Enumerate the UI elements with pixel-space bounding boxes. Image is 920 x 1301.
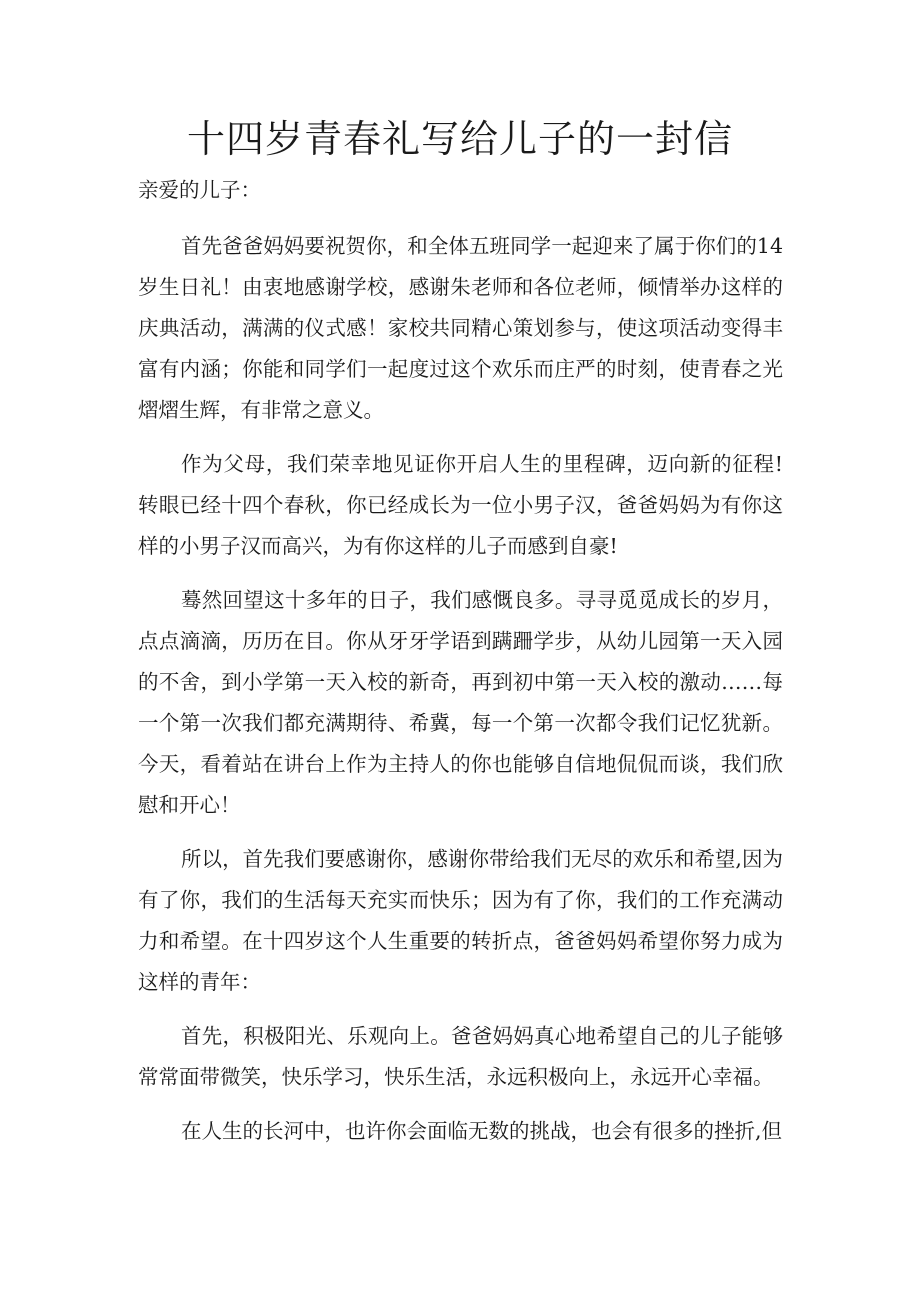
paragraph: 所以，首先我们要感谢你，感谢你带给我们无尽的欢乐和希望,因为有了你，我们的生活每天充实而快乐；因为有了你，我们的工作充满动力和希望。在十四岁这个人生重要的转折点，爸爸妈妈希望你努力成为这样的青年： [138, 847, 783, 994]
paragraph: 在人生的长河中，也许你会面临无数的挑战，也会有很多的挫折,但 [181, 1119, 783, 1143]
document-title: 十四岁青春礼写给儿子的一封信 [186, 117, 733, 161]
paragraph: 首先爸爸妈妈要祝贺你，和全体五班同学一起迎来了属于你们的14岁生日礼！由衷地感谢学校，感谢朱老师和各位老师，倾情举办这样的庆典活动，满满的仪式感！家校共同精心策划参与，使这项活动变得丰富有内涵；你能和同学们一起度过这个欢乐而庄严的时刻，使青春之光熠熠生辉，有非常之意义。 [138, 234, 783, 422]
paragraph: 作为父母，我们荣幸地见证你开启人生的里程碑，迈向新的征程!转眼已经十四个春秋，你已经成长为一位小男子汉，爸爸妈妈为有你这样的小男子汉而高兴，为有你这样的儿子而感到自豪! [138, 452, 783, 558]
salutation: 亲爱的儿子： [138, 178, 261, 202]
paragraph: 首先，积极阳光、乐观向上。爸爸妈妈真心地希望自己的儿子能够常常面带微笑，快乐学习，快乐生活，永远积极向上，永远开心幸福。 [138, 1024, 783, 1089]
paragraph: 蓦然回望这十多年的日子，我们感慨良多。寻寻觅觅成长的岁月，点点滴滴，历历在目。你从牙牙学语到蹒跚学步，从幼儿园第一天入园的不舍，到小学第一天入校的新奇，再到初中第一天入校的激动……每一个第一次我们都充满期待、希冀，每一个第一次都令我们记忆犹新。今天，看着站在讲台上作为主持人的你也能够自信地侃侃而谈，我们欣慰和开心！ [138, 588, 783, 817]
letter-body [138, 170, 783, 1152]
